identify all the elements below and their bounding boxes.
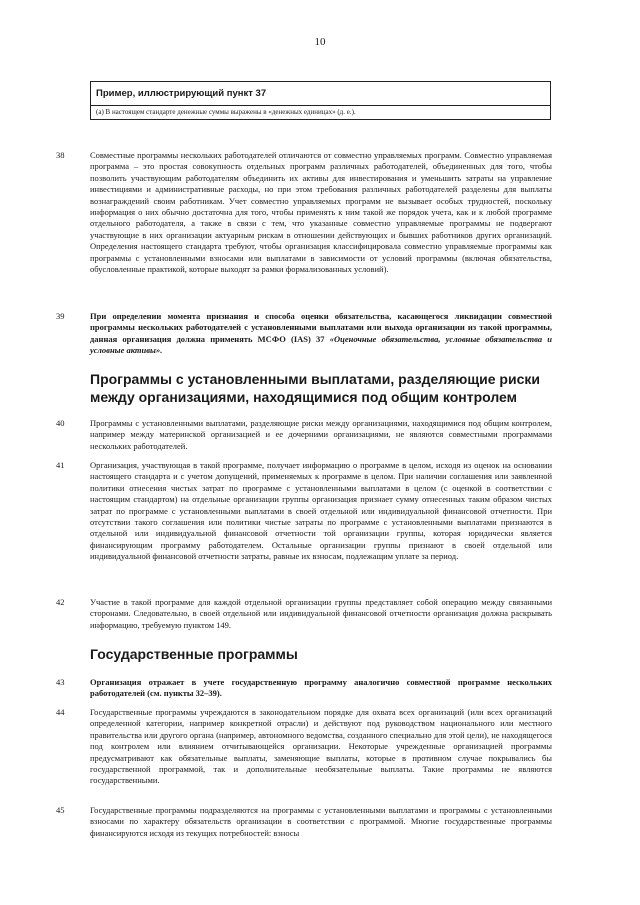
paragraph-number: 41 [56,460,65,470]
paragraph-45 [56,805,552,839]
paragraph-39 [56,311,552,357]
paragraph-text: Участие в такой программе для каждой отдельной организации группы представляет собой операцию между связанными сторонами. Следовательно, в своей отдельной или индивидуальной финансовой отчетности организация должна раскрывать информацию, требуемую пунктом 149. [90,597,552,630]
paragraph-number: 43 [56,677,65,687]
paragraph-number: 39 [56,311,65,321]
paragraph-text: Программы с установленными выплатами, разделяющие риски между организациями, находящимися под общим контролем, например между материнской организацией и ее дочерними организациями, не являются совместными программами нескольких работодателей. [90,418,552,451]
standard-title: «Оценочные обязательства, условные обязательства и условные активы». [90,333,553,356]
paragraph-text: Совместные программы нескольких работодателей отличаются от совместно управляемых программ. Совместно управляемая программа – это простая совокупность отдельных программ различных работодателей, объединенных для того, чтобы позволить участвующим работодателям объединить их активы для инвестирования и уменьшить затраты на управление инвестициями и административные расходы, но при этом требования различных работодателей разделены для выплаты вознаграждений своим работникам. Учет совместно управляемых программ не вызывает особых трудностей, поскольку информация о них обычно достаточна для того, чтобы применять к ним такой же порядок учета, как и к любой программе отдельного работодателя, а также в связи с тем, что указанные совместно управляемые программы не подвергают участвующие в них организации актуарным рискам в отношении действующих и бывших работников других организаций. Определения настоящего стандарта требуют, чтобы организация классифицировала совместно управляемые программы как программы с установленными взносами или выплатами в зависимости от условий программы (включая обязательства, обусловленные практикой, которые выходят за рамки формализованных условий). [90,150,552,275]
paragraph-text: Организация отражает в учете государственную программу аналогично совместной программе нескольких работодателей (см. пункты 32–39). [90,677,552,699]
example-title: Пример, иллюстрирующий пункт 37 [91,82,550,106]
paragraph-number: 44 [56,707,65,717]
paragraph-41 [56,460,552,563]
paragraph-number: 40 [56,418,65,428]
section-heading-state-plans: Государственные программы [90,646,298,662]
section-heading-common-control: Программы с установленными выплатами, разделяющие риски между организациями, находящимися под общим контролем [90,371,540,405]
paragraph-number: 45 [56,805,65,815]
paragraph-38 [56,150,552,275]
example-note: (а) В настоящем стандарте денежные суммы выражены в «денежных единицах» (д. е.). [96,108,356,116]
paragraph-bold-text: При определении момента признания и способа оценки обязательства, касающегося ликвидации совместной программы нескольких работодателей с установленными выплатами или выхода организации из такой программы, данная организация должна применять МСФО (IAS) 37 [90,311,552,344]
example-box [90,81,551,120]
paragraph-number: 42 [56,597,65,607]
paragraph-43 [56,677,552,700]
paragraph-text: Государственные программы учреждаются в законодательном порядке для охвата всех организаций (или всех организаций определенной категории, например конкретной отрасли) и действуют под руководством национального или местного правительства или другого органа (например, автономного ведомства, созданного специально для этой цели), не находящегося под контролем или влиянием отчитывающейся организации. Некоторые учрежденные организацией программы предусматривают как обязательные выплаты, заменяющие выплаты, которые в противном случае покрывались бы государственной программой, так и дополнительные необязательные выплаты. Такие программы не являются государственными. [90,707,552,786]
paragraph-44 [56,707,552,787]
paragraph-text [90,311,552,357]
paragraph-number: 38 [56,150,65,160]
paragraph-40 [56,418,552,452]
paragraph-text: Организация, участвующая в такой программе, получает информацию о программе в целом, исходя из оценок на основании настоящего стандарта и с учетом допущений, применяемых к программе в целом. При наличии соглашения или заявленной политики отнесения чистых затрат по программе с установленными выплатами в целом (с оценкой в соответствии с настоящим стандартом) на отдельные организации группы организация признает сумму отнесенных таким образом чистых затрат по программе с установленными выплатами в своей отдельной или индивидуальной финансовой отчетности. При отсутствии такого соглашения или политики чистые затраты по программе с установленными выплатами признаются в отдельной или индивидуальной финансовой отчетности той организации группы, которая юридически является финансирующим программу работодателем. Остальные организации группы признают в своей отдельной или индивидуальной финансовой отчетности затраты, равные их взносам, подлежащим уплате за период. [90,460,552,562]
page-number: 10 [314,36,326,48]
paragraph-text: Государственные программы подразделяются на программы с установленными выплатами и программы с установленными взносами по характеру обязательств организации в соответствии с программой. Многие государственные программы финансируются исходя из текущих потребностей: взносы [90,805,552,838]
paragraph-42 [56,597,552,631]
